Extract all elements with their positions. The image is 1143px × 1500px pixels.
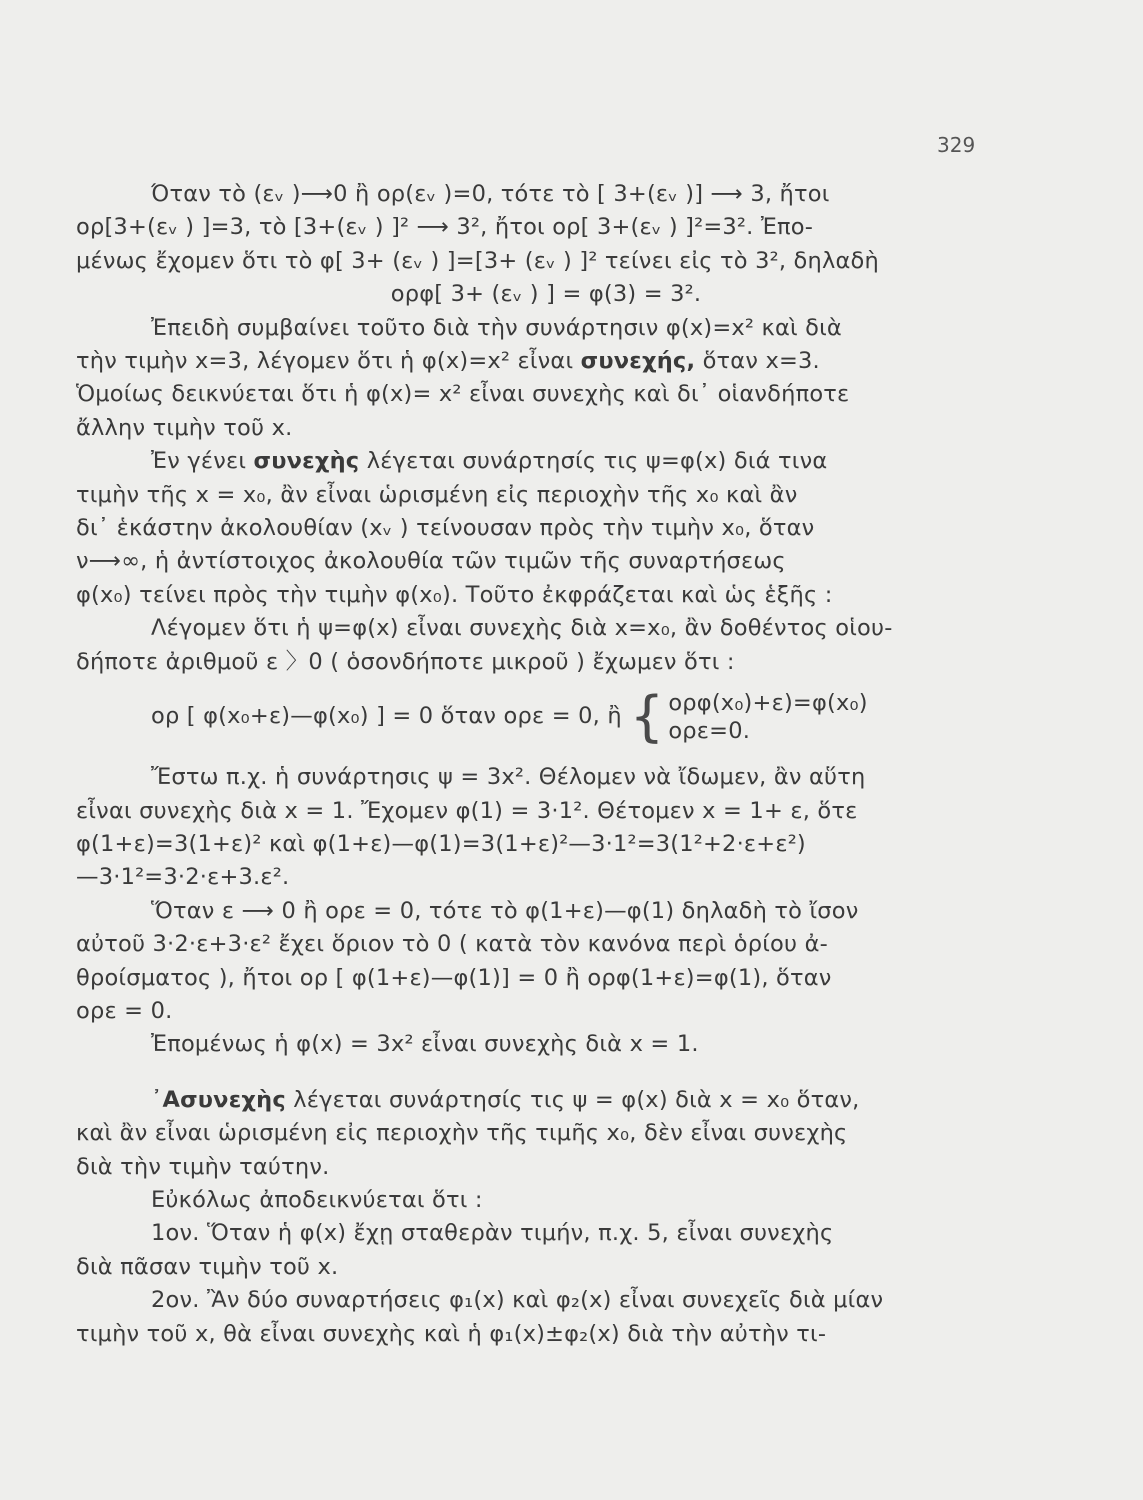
text-line: δι᾽ ἑκάστην ἀκολουθίαν (xᵥ ) τείνουσαν πρὸς τὴν τιμὴν x₀, ὅταν: [76, 515, 815, 542]
text-line: διὰ πᾶσαν τιμὴν τοῦ x.: [76, 1253, 339, 1280]
brace-glyph: {: [629, 685, 665, 749]
text-line: ν⟶∞, ἡ ἀντίστοιχος ἀκολουθία τῶν τιμῶν τῆς συναρτήσεως: [76, 548, 786, 575]
text-span: λέγεται συνάρτησίς τις ψ = φ(x) διὰ x = x₀ ὅταν,: [293, 1086, 860, 1113]
equation-cases: [668, 689, 867, 745]
text-line: Ἔστω π.χ. ἡ συνάρτησις ψ = 3x². Θέλομεν νὰ ἴδωμεν, ἂν αὕτη: [151, 764, 866, 791]
bold-term: συνεχής,: [580, 348, 696, 375]
text-line: Ἐπομένως ἡ φ(x) = 3x² εἶναι συνεχὴς διὰ x = 1.: [151, 1031, 699, 1058]
text-line: Ἐπειδὴ συμβαίνει τοῦτο διὰ τὴν συνάρτησιν φ(x)=x² καὶ διὰ: [151, 314, 842, 341]
bold-term: ᾽Ασυνεχὴς: [151, 1086, 286, 1113]
section-gap: [76, 1062, 976, 1084]
text-line: 2ον. Ἂν δύο συναρτήσεις φ₁(x) καὶ φ₂(x) εἶναι συνεχεῖς διὰ μίαν: [151, 1287, 884, 1314]
text-line: αὐτοῦ 3·2·ε+3·ε² ἔχει ὅριον τὸ 0 ( κατὰ τὸν κανόνα περὶ ὁρίου ἀ-: [76, 931, 828, 958]
equation-main: ορ [ φ(x₀+ε)—φ(x₀) ] = 0 ὅταν ορε = 0, ἢ: [151, 703, 622, 730]
text-line: Όταν τὸ (εᵥ )⟶0 ἢ ορ(εᵥ )=0, τότε τὸ [ 3+(εᵥ )] ⟶ 3, ἤτοι: [151, 181, 830, 207]
text-line: φ(1+ε)=3(1+ε)² καὶ φ(1+ε)—φ(1)=3(1+ε)²—3·1²=3(1²+2·ε+ε²): [76, 830, 806, 857]
page-number: 329: [937, 133, 976, 157]
equation-case: ορε=0.: [668, 718, 751, 745]
text-span: τὴν τιμὴν x=3, λέγομεν ὅτι ἡ φ(x)=x² εἶναι: [76, 348, 574, 375]
text-line: Ὁμοίως δεικνύεται ὅτι ἡ φ(x)= x² εἶναι συνεχὴς καὶ δι᾽ οἱανδήποτε: [76, 381, 850, 408]
text-line: καὶ ἂν εἶναι ὡρισμένη εἰς περιοχὴν τῆς τιμῆς x₀, δὲν εἶναι συνεχὴς: [76, 1120, 848, 1147]
limit-equation: [151, 685, 976, 749]
text-line: δήποτε ἀριθμοῦ ε 〉0 ( ὁσονδήποτε μικροῦ ) ἔχωμεν ὅτι :: [76, 648, 735, 675]
text-line: διὰ τὴν τιμὴν ταύτην.: [76, 1153, 330, 1180]
text-line: θροίσματος ), ἤτοι ορ [ φ(1+ε)—φ(1)] = 0 ἢ ορφ(1+ε)=φ(1), ὅταν: [76, 964, 832, 991]
text-line: μένως ἔχομεν ὅτι τὸ φ[ 3+ (εᵥ ) ]=[3+ (εᵥ ) ]² τείνει εἰς τὸ 3², δηλαδὴ: [76, 247, 879, 274]
text-line: [76, 345, 976, 378]
text-line: ορ[3+(εᵥ ) ]=3, τὸ [3+(εᵥ ) ]² ⟶ 3², ἤτοι ορ[ 3+(εᵥ ) ]²=3². Ἐπο-: [76, 214, 814, 241]
text-line: Λέγομεν ὅτι ἡ ψ=φ(x) εἶναι συνεχὴς διὰ x=x₀, ἂν δοθέντος οἱου-: [151, 615, 893, 642]
text-line: [76, 1084, 976, 1117]
text-span: λέγεται συνάρτησίς τις ψ=φ(x) διά τινα: [366, 448, 828, 475]
text-line: φ(x₀) τείνει πρὸς τὴν τιμὴν φ(x₀). Τοῦτο ἐκφράζεται καὶ ὡς ἑξῆς :: [76, 581, 833, 608]
equation: ορφ[ 3+ (εᵥ ) ] = φ(3) = 3².: [390, 281, 702, 308]
text-line: ἄλλην τιμὴν τοῦ x.: [76, 414, 293, 441]
bold-term: συνεχὴς: [253, 448, 360, 475]
text-line: εἶναι συνεχὴς διὰ x = 1. Ἔχομεν φ(1) = 3·1². Θέτομεν x = 1+ ε, ὅτε: [76, 797, 858, 824]
equation-case: ορφ(x₀)+ε)=φ(x₀): [668, 690, 868, 717]
text-line: τιμὴν τῆς x = x₀, ἂν εἶναι ὡρισμένη εἰς περιοχὴν τῆς x₀ καὶ ἂν: [76, 481, 798, 508]
text-line: ορε = 0.: [76, 997, 173, 1024]
text-line: —3·1²=3·2·ε+3.ε².: [76, 864, 290, 891]
text-span: Ἐν γένει: [151, 448, 247, 475]
page-body: [76, 178, 976, 1351]
text-line: Εὐκόλως ἀποδεικνύεται ὅτι :: [151, 1186, 483, 1213]
text-line: 1ον. Ὅταν ἡ φ(x) ἔχῃ σταθερὰν τιμήν, π.χ. 5, εἶναι συνεχὴς: [151, 1220, 834, 1247]
text-line: τιμὴν τοῦ x, θὰ εἶναι συνεχὴς καὶ ἡ φ₁(x)±φ₂(x) διὰ τὴν αὐτὴν τι-: [76, 1320, 827, 1347]
text-line: [76, 445, 976, 478]
text-line: Ὅταν ε ⟶ 0 ἢ ορε = 0, τότε τὸ φ(1+ε)—φ(1) δηλαδὴ τὸ ἴσον: [151, 897, 859, 924]
text-span: ὅταν x=3.: [702, 348, 820, 375]
